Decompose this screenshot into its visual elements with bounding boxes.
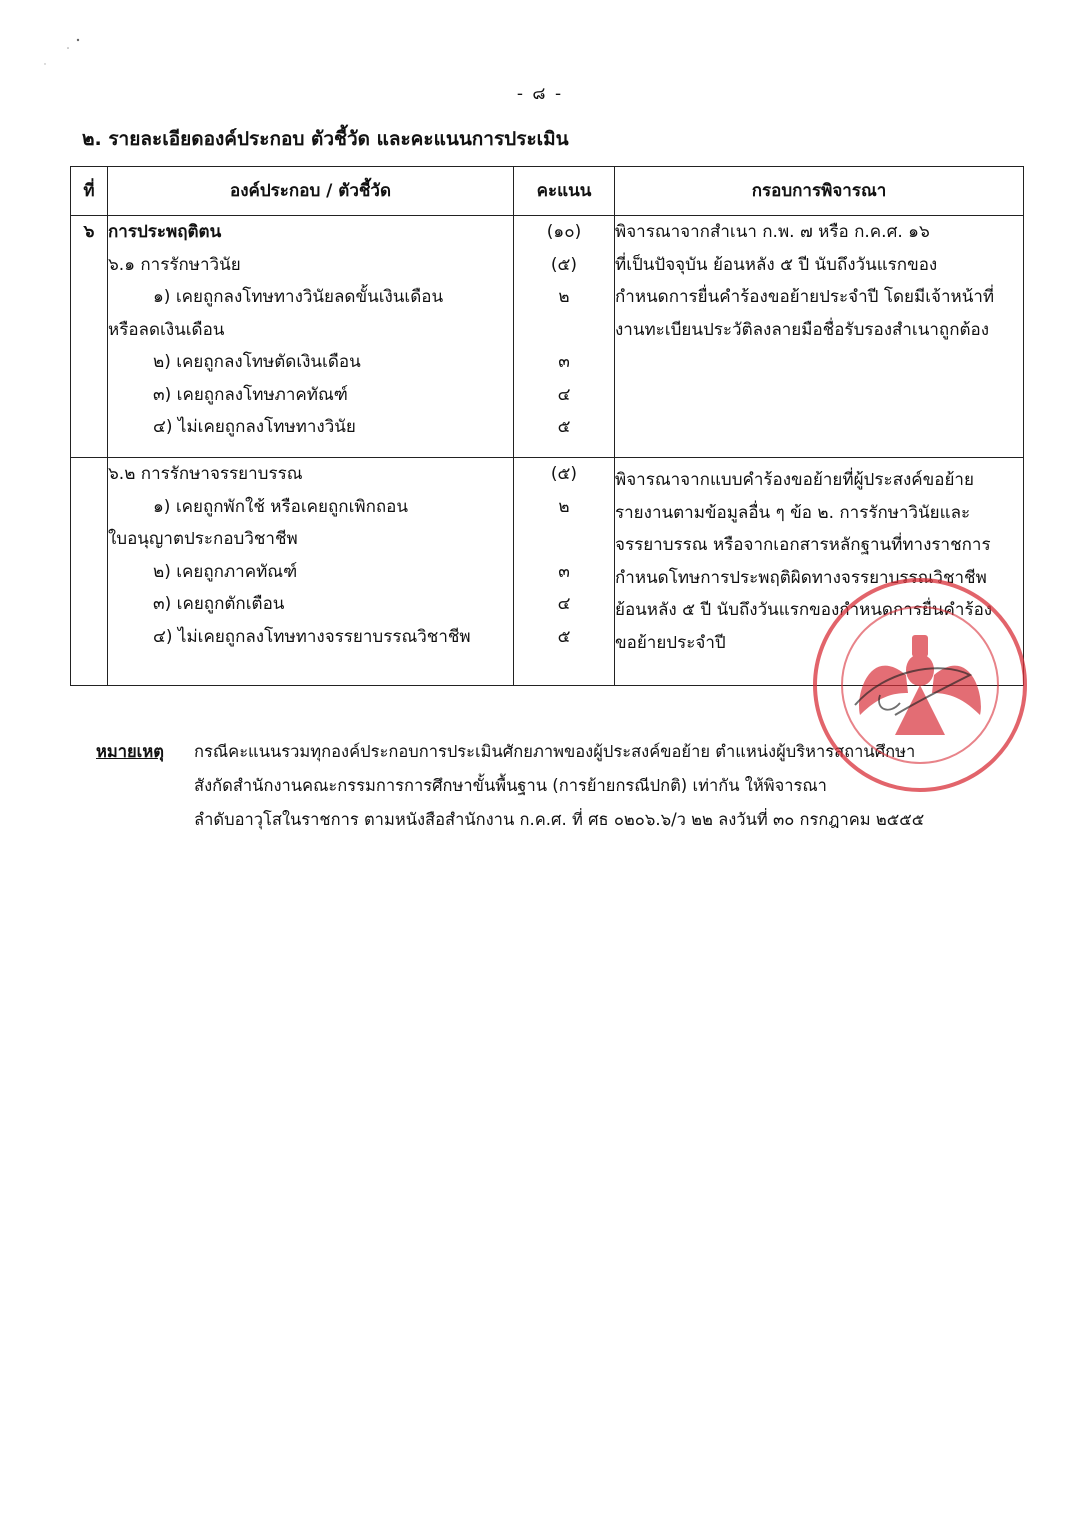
row-number-empty	[71, 458, 108, 686]
item-score: ๕	[557, 626, 571, 647]
criteria-line: รายงานตามข้อมูลอื่น ๆ ข้อ ๒. การรักษาวินัยและ	[615, 502, 971, 523]
criteria-line: ขอย้ายประจำปี	[615, 632, 726, 653]
scan-specks	[30, 30, 90, 74]
criteria-line: พิจารณาจากสำเนา ก.พ. ๗ หรือ ก.ค.ศ. ๑๖	[615, 222, 930, 242]
item-score: ๒	[558, 496, 570, 517]
criteria-line: ที่เป็นปัจจุบัน ย้อนหลัง ๕ ปี นับถึงวันแรกของ	[615, 254, 938, 275]
criteria-cell-6-1	[615, 216, 1024, 458]
remark-line: กรณีคะแนนรวมทุกองค์ประกอบการประเมินศักยภาพของผู้ประสงค์ขอย้าย ตำแหน่งผู้บริหารสถานศึกษา	[194, 742, 916, 761]
item-score: ๔	[557, 594, 571, 614]
sub-title: ๖.๒ การรักษาจรรยาบรรณ	[108, 464, 303, 484]
criteria-line: กำหนดการยื่นคำร้องขอย้ายประจำปี โดยมีเจ้าหน้าที่	[615, 287, 995, 307]
score-cell-6-1	[514, 216, 615, 458]
row-number: ๖	[71, 216, 108, 458]
item-score: ๔	[557, 384, 571, 405]
score-cell-6-2	[514, 458, 615, 686]
list-item-cont: ใบอนุญาตประกอบวิชาชีพ	[108, 529, 298, 549]
list-item: ๒) เคยถูกภาคทัณฑ์	[153, 561, 298, 582]
remark-line: สังกัดสำนักงานคณะกรรมการการศึกษาขั้นพื้นฐาน (การย้ายกรณีปกติ) เท่ากัน ให้พิจารณา	[194, 776, 827, 795]
table-header-row	[71, 167, 1024, 216]
list-item: ๔) ไม่เคยถูกลงโทษทางวินัย	[153, 417, 356, 437]
list-item-cont: หรือลดเงินเดือน	[108, 319, 225, 340]
remark-line: ลำดับอาวุโสในราชการ ตามหนังสือสำนักงาน ก.ค.ศ. ที่ ศธ ๐๒๐๖.๖/ว ๒๒ ลงวันที่ ๓๐ กรกฎาคม ๒๕๕๕	[194, 810, 925, 829]
spacer	[514, 523, 614, 556]
sub-score: (๕)	[550, 464, 578, 484]
remark-text	[194, 735, 994, 837]
criteria-line: งานทะเบียนประวัติลงลายมือชื่อรับรองสำเนาถูกต้อง	[615, 319, 990, 340]
criteria-line: ย้อนหลัง ๕ ปี นับถึงวันแรกของกำหนดการยื่นคำร้อง	[615, 600, 993, 620]
header-criteria: กรอบการพิจารณา	[615, 167, 1024, 216]
component-cell-6-1	[108, 216, 514, 458]
list-item: ๑) เคยถูกลงโทษทางวินัยลดขั้นเงินเดือน	[153, 287, 444, 307]
item-score: ๒	[558, 287, 570, 307]
header-component: องค์ประกอบ / ตัวชี้วัด	[108, 167, 514, 216]
item-score: ๓	[558, 561, 570, 582]
sub-title: ๖.๑ การรักษาวินัย	[108, 254, 241, 275]
spacer	[514, 314, 614, 347]
criteria-cell-6-2	[615, 458, 1024, 686]
table-row	[71, 216, 1024, 458]
remark-label: หมายเหตุ	[96, 742, 164, 761]
sub-score: (๕)	[550, 254, 578, 275]
header-score: คะแนน	[514, 167, 615, 216]
item-score: ๕	[557, 417, 571, 437]
list-item: ๑) เคยถูกพักใช้ หรือเคยถูกเพิกถอน	[153, 496, 409, 517]
list-item: ๓) เคยถูกตักเตือน	[153, 594, 285, 614]
table-row	[71, 458, 1024, 686]
criteria-line: กำหนดโทษการประพฤติผิดทางจรรยาบรรณวิชาชีพ	[615, 567, 987, 588]
group-title: การประพฤติตน	[108, 222, 222, 242]
item-score: ๓	[558, 352, 570, 372]
list-item: ๓) เคยถูกลงโทษภาคทัณฑ์	[153, 384, 348, 405]
group-score: (๑๐)	[546, 222, 582, 242]
component-cell-6-2	[108, 458, 514, 686]
list-item: ๒) เคยถูกลงโทษตัดเงินเดือน	[153, 352, 361, 372]
evaluation-table	[70, 166, 1024, 686]
section-title: ๒. รายละเอียดองค์ประกอบ ตัวชี้วัด และคะแนนการประเมิน	[82, 128, 569, 150]
criteria-line: จรรยาบรรณ หรือจากเอกสารหลักฐานที่ทางราชการ	[615, 535, 991, 555]
list-item: ๔) ไม่เคยถูกลงโทษทางจรรยาบรรณวิชาชีพ	[153, 626, 471, 647]
criteria-line: พิจารณาจากแบบคำร้องขอย้ายที่ผู้ประสงค์ขอย้าย	[615, 470, 974, 490]
header-no: ที่	[71, 167, 108, 216]
page-number: - ๘ -	[516, 84, 564, 104]
